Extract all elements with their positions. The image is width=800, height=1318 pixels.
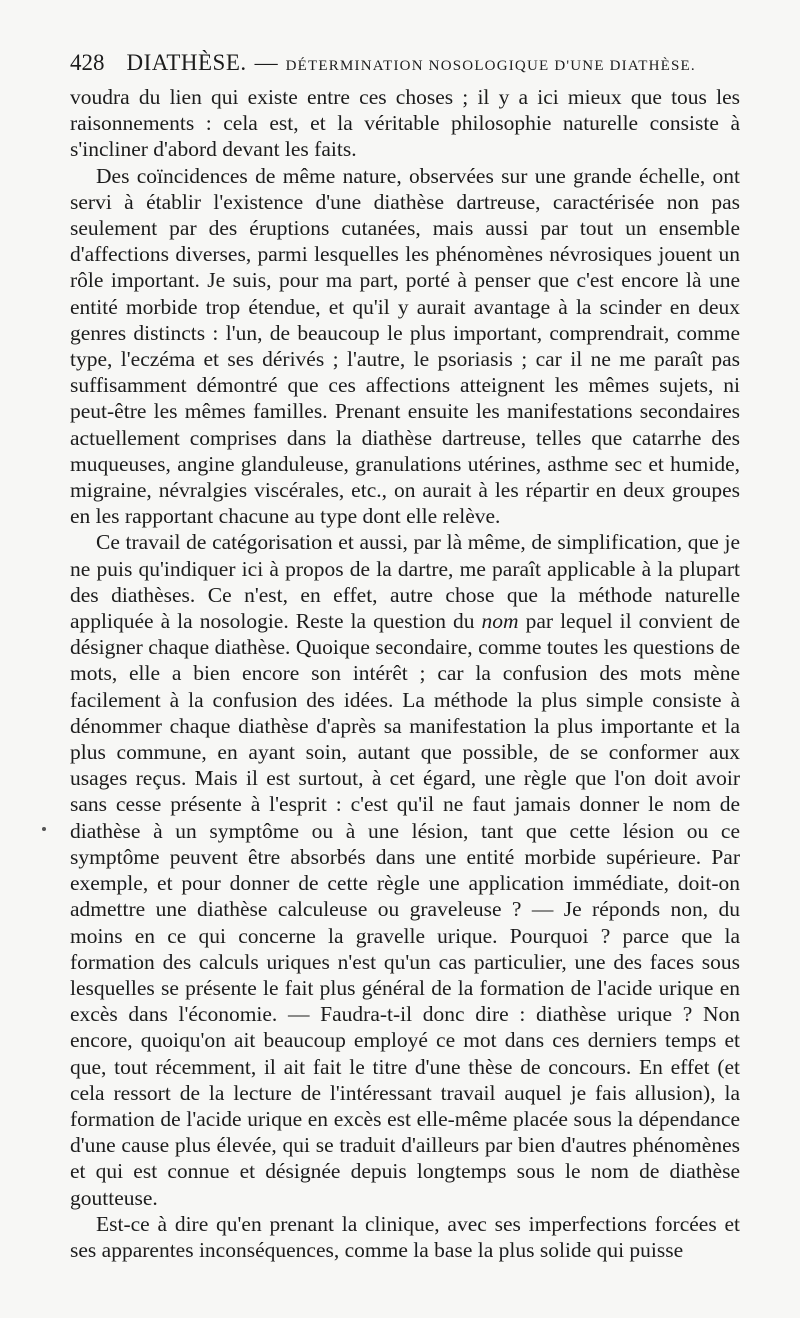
margin-dot bbox=[42, 827, 46, 831]
header-dash: — bbox=[254, 50, 278, 75]
italic-word: nom bbox=[481, 609, 519, 634]
paragraph-diathese-dartreuse: Des coïncidences de même nature, observées sur une grande échelle, ont servi à établir l'existence d'une diathèse dartreuse, caractérisée non pas seulement par des éruptions cutanées, mais aussi par tout un ensemble d'affections diverses, parmi lesquelles les phénomènes névrosiques jouent un rôle important. Je suis, pour ma part, porté à penser que c'est encore là une entité morbide trop étendue, et qu'il y aurait avantage à la scinder en deux genres distincts : l'un, de beaucoup le plus important, comprendrait, comme type, l'eczéma et ses dérivés ; l'autre, le psoriasis ; car il ne me paraît pas suffisamment démontré que ces affections atteignent les mêmes sujets, ni peut-être les mêmes familles. Prenant ensuite les manifestations secondaires actuellement comprises dans la diathèse dartreuse, telles que catarrhe des muqueuses, angine glanduleuse, granulations utérines, asthme sec et humide, migraine, névralgies viscérales, etc., on aurait à les répartir en deux groupes en les rapportant chacune au type dont elle relève. bbox=[70, 163, 740, 529]
running-title: DIATHÈSE. bbox=[126, 50, 247, 75]
page-number: 428 bbox=[70, 50, 105, 75]
paragraph-continued: voudra du lien qui existe entre ces choses ; il y a ici mieux que tous les raisonnements : cela est, et la véritable philosophie naturelle consiste à s'incliner d'abord devant les faits. bbox=[70, 85, 740, 162]
paragraph-text-part: par lequel il convient de désigner chaque diathèse. Quoique secondaire, comme toutes les questions de mots, elle a bien encore son intérêt ; car la confusion des mots mène facilement à la confusion des idées. La méthode la plus simple consiste à dénommer chaque diathèse d'après sa manifestation la plus importante et la plus commune, en ayant soin, autant que possible, de se conformer aux usages reçus. Mais il est surtout, à cet égard, une règle que l'on doit avoir sans cesse présente à l'esprit : c'est qu'il ne faut jamais donner le nom de diathèse à un symptôme ou à une lésion, tant que cette lésion ou ce symptôme peuvent être absorbés dans une entité morbide supérieure. Par exemple, et pour donner de cette règle une application immédiate, doit-on admettre une diathèse calculeuse ou graveleuse ? — Je réponds non, du moins en ce qui concerne la gravelle urique. Pourquoi ? parce que la formation des calculs uriques n'est qu'un cas particulier, une des faces sous lesquelles se présente le fait plus général de la formation de l'acide urique en excès dans l'économie. — Faudra-t-il donc dire : diathèse urique ? Non encore, quoiqu'on ait beaucoup employé ce mot dans ces derniers temps et que, tout récemment, il ait fait le titre d'une thèse de concours. En effet (et cela ressort de la lecture de l'intéressant travail auquel je fais allusion), la formation de l'acide urique en excès est elle-même placée sous la dépendance d'une cause plus élevée, qui se traduit d'ailleurs par bien d'autres phénomènes et qui est connue et désignée depuis longtemps sous le nom de diathèse goutteuse. bbox=[70, 609, 740, 1210]
paragraph-text-part: Ce travail de catégorisation et aussi, par là même, de simplification, que je ne puis qu'indiquer ici à propos de la dartre, me paraît applicable à la plupart des diathèses. Ce n'est, en effet, autre chose que la méthode naturelle appliquée à la nosologie. Reste la question du bbox=[70, 530, 740, 634]
body-text bbox=[70, 84, 740, 1263]
paragraph-clinique: Est-ce à dire qu'en prenant la clinique, avec ses imperfections forcées et ses apparentes inconséquences, comme la base la plus solide qui puisse bbox=[70, 1211, 740, 1262]
running-subtitle: DÉTERMINATION NOSOLOGIQUE D'UNE DIATHÈSE. bbox=[285, 58, 696, 74]
paragraph-categorisation bbox=[70, 529, 740, 1210]
